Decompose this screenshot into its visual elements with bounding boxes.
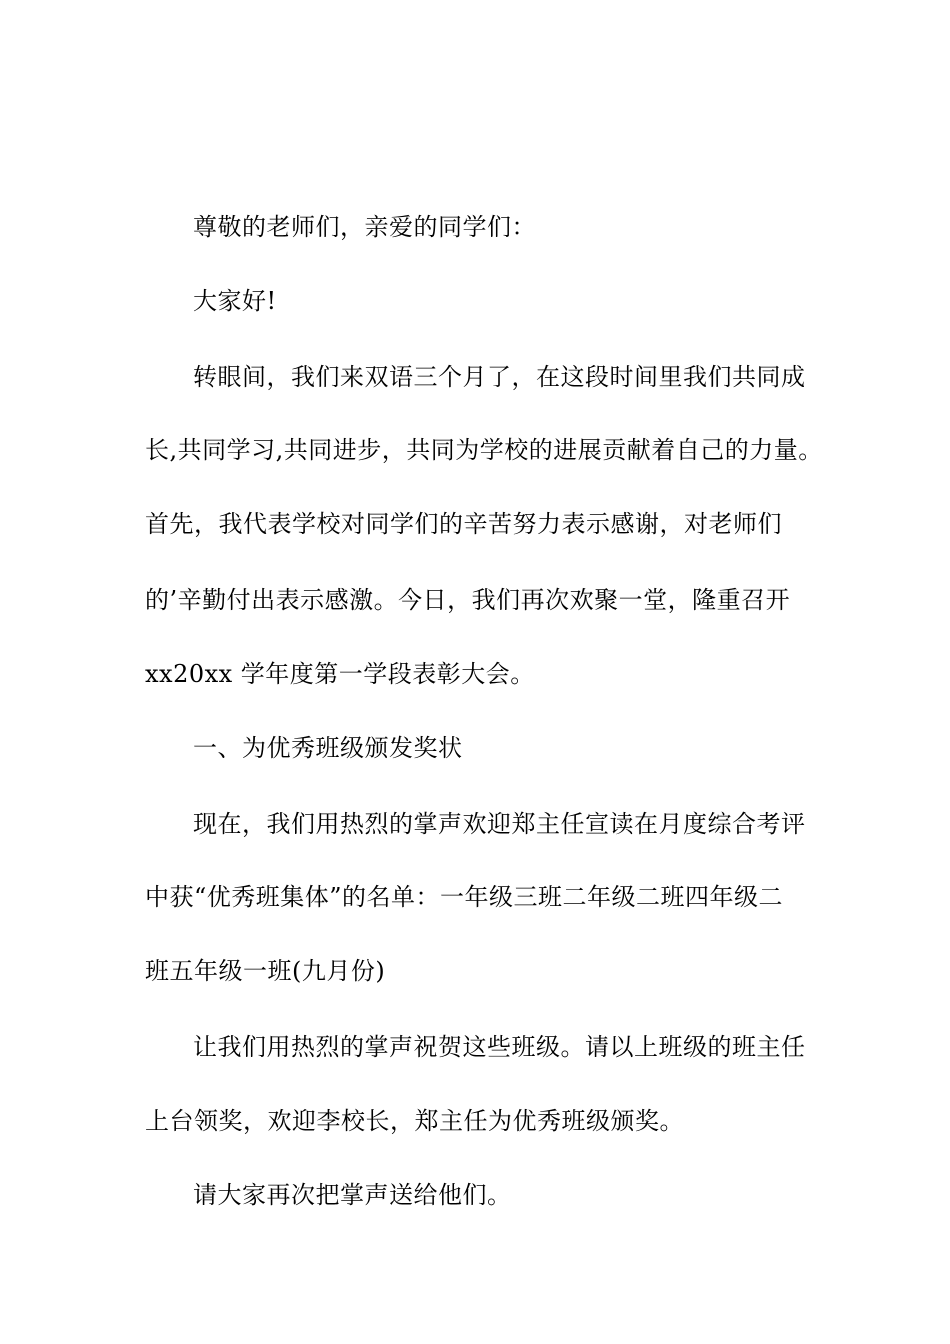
- paragraph-line: 请大家再次把掌声送给他们。: [193, 1181, 512, 1209]
- greeting: 大家好!: [193, 287, 277, 315]
- paragraph-line: 首先，我代表学校对同学们的辛苦努力表示感谢，对老师们: [145, 510, 782, 538]
- paragraph-line: 长,共同学习,共同进步，共同为学校的进展贡献着自己的力量。: [145, 436, 823, 464]
- paragraph-line: 转眼间，我们来双语三个月了，在这段时间里我们共同成: [193, 363, 806, 391]
- paragraph-line: xx20xx 学年度第一学段表彰大会。: [145, 660, 535, 688]
- paragraph-line: 上台领奖，欢迎李校长，郑主任为优秀班级颁奖。: [145, 1107, 684, 1135]
- paragraph-line: 的’辛勤付出表示感激。今日，我们再次欢聚一堂，隆重召开: [145, 586, 791, 614]
- section-heading: 一、为优秀班级颁发奖状: [193, 734, 463, 762]
- salutation: 尊敬的老师们，亲爱的同学们：: [193, 213, 536, 241]
- paragraph-line: 班五年级一班(九月份): [145, 957, 386, 985]
- paragraph-line: 中获“优秀班集体”的名单：一年级三班二年级二班四年级二: [145, 883, 784, 911]
- paragraph-line: 让我们用热烈的掌声祝贺这些班级。请以上班级的班主任: [193, 1033, 806, 1061]
- paragraph-line: 现在，我们用热烈的掌声欢迎郑主任宣读在月度综合考评: [193, 810, 806, 838]
